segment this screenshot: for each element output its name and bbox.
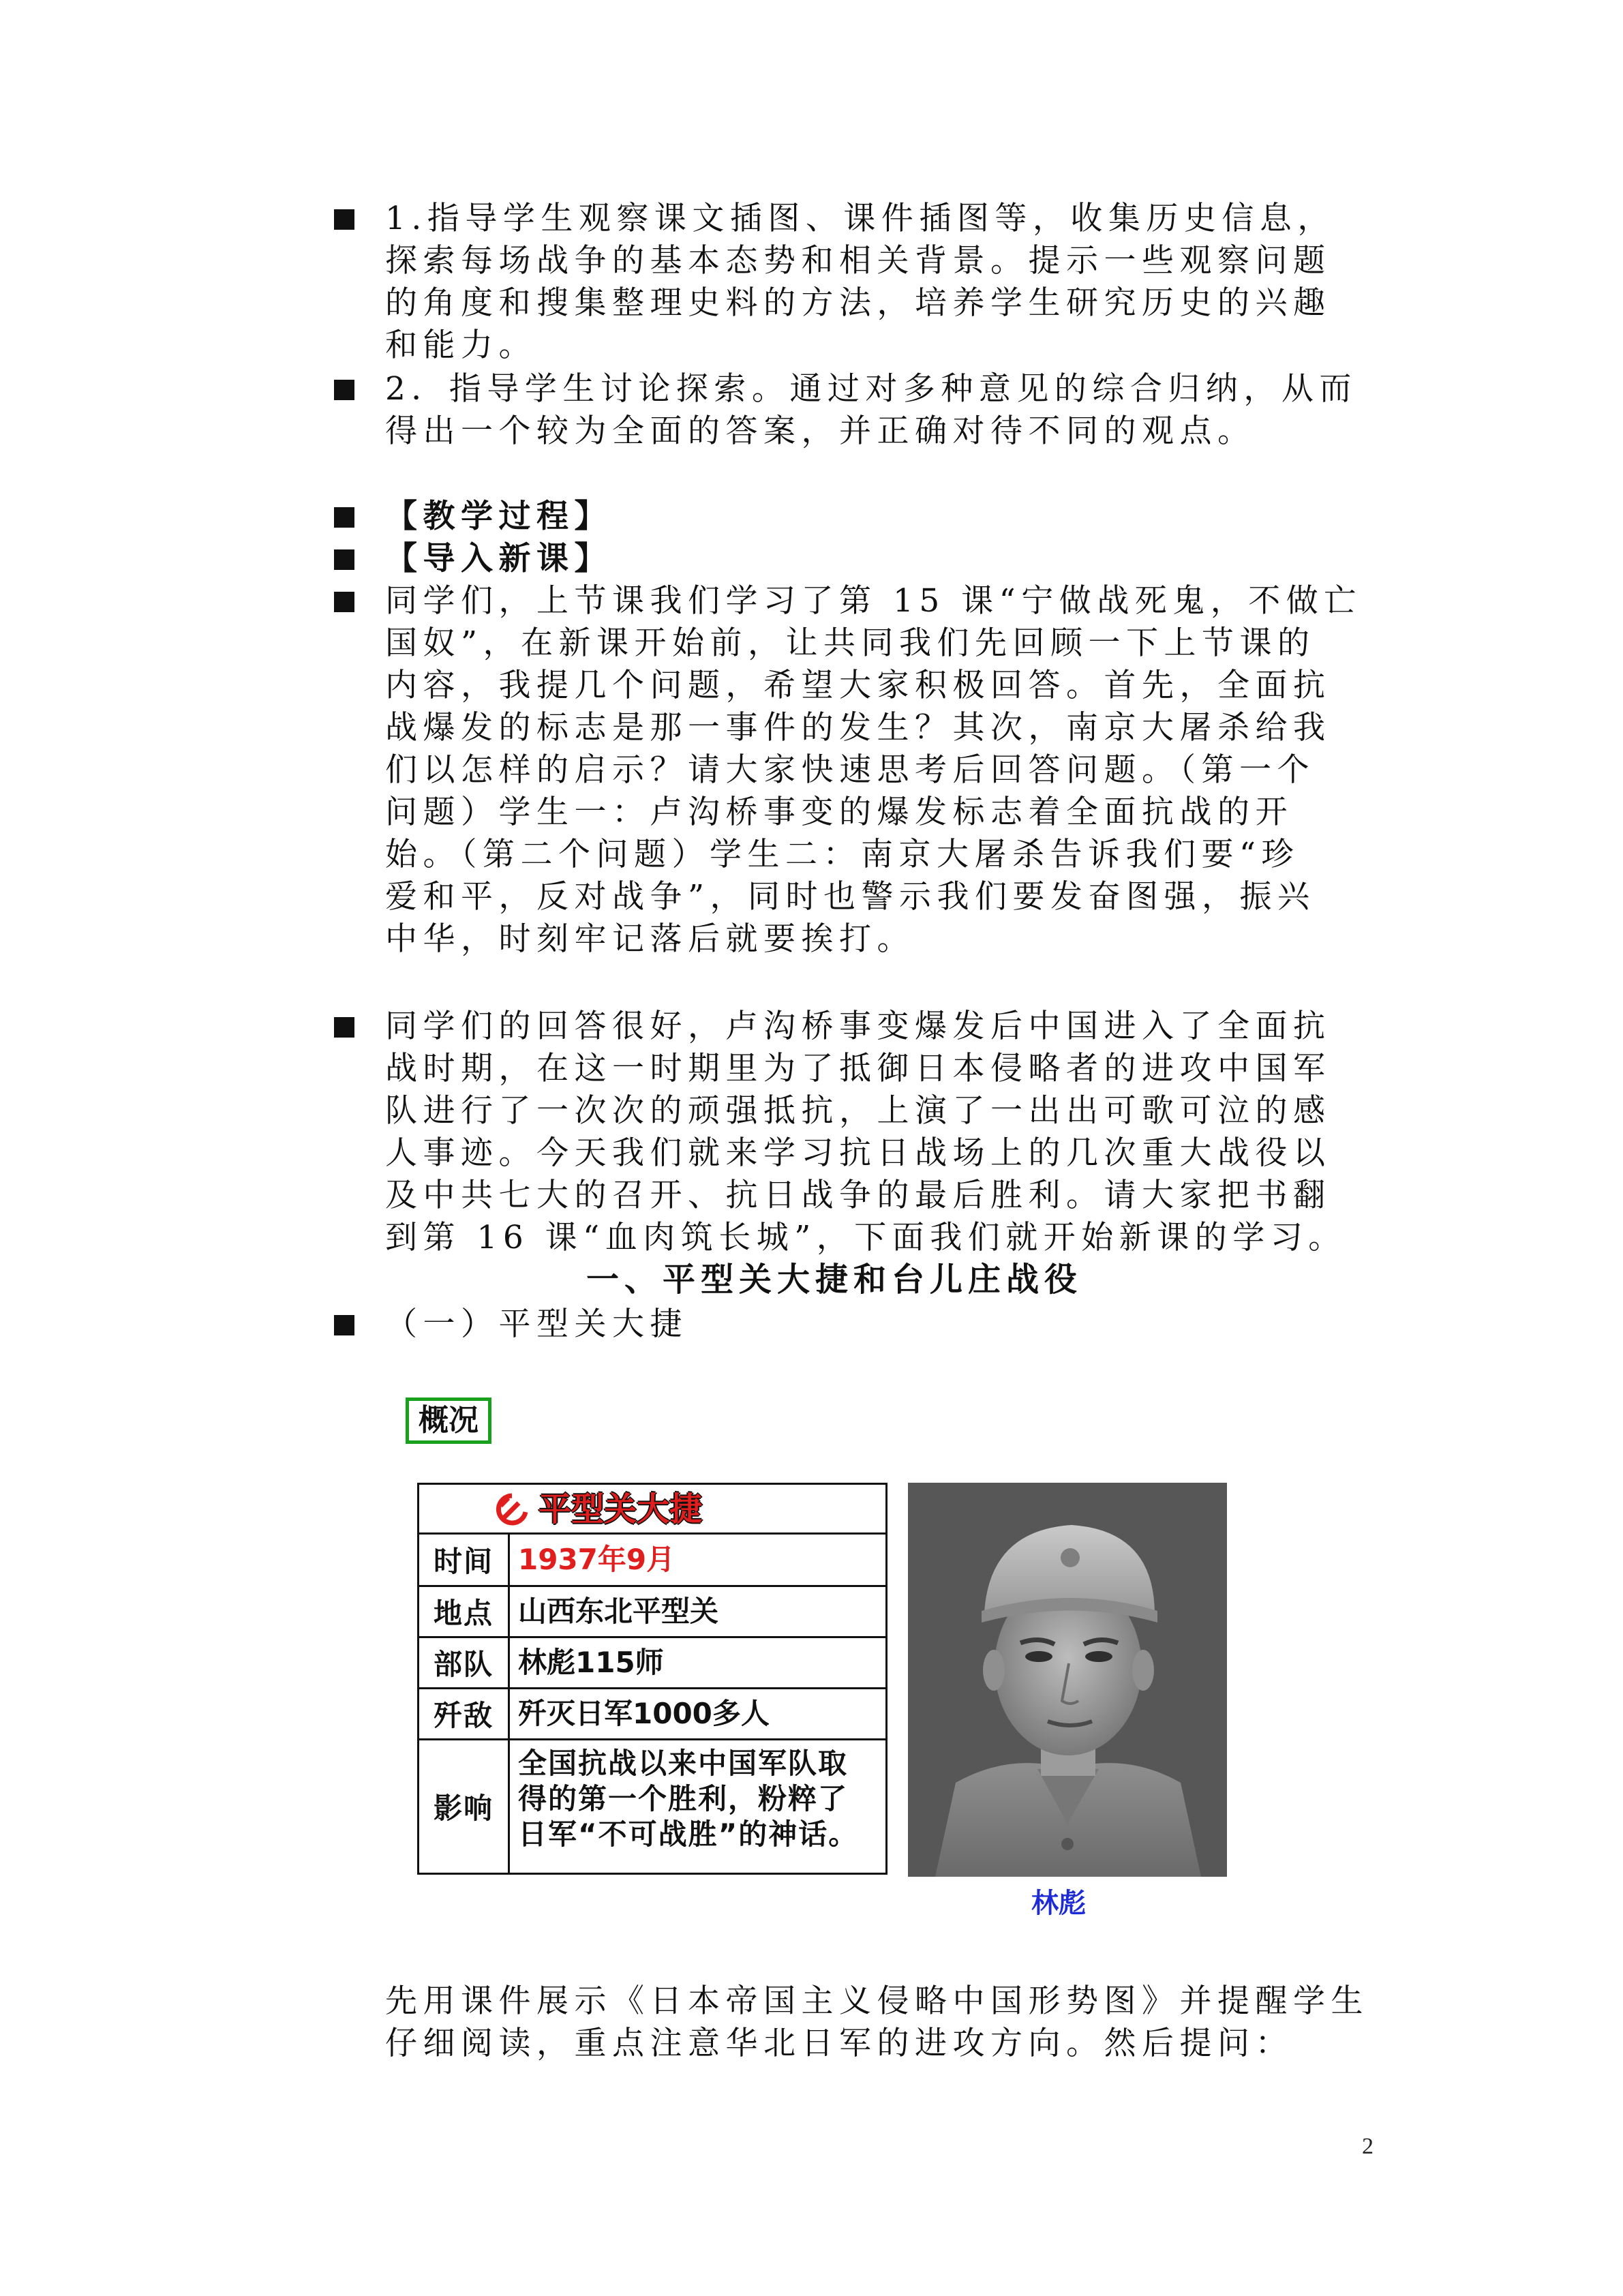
table-row	[419, 1587, 885, 1638]
battle-info-table	[417, 1483, 888, 1875]
table-row	[419, 1535, 885, 1587]
row-value: 歼灭日军1000多人	[518, 1697, 770, 1730]
heading-text: 【教学过程】	[385, 498, 612, 535]
bullet-marker	[334, 507, 354, 528]
table-title: 平型关大捷	[539, 1490, 703, 1528]
text-line: 们以怎样的启示？请大家快速思考后回答问题。（第一个	[385, 751, 1315, 789]
text-line: 同学们，上节课我们学习了第 15 课“宁做战死鬼，不做亡	[385, 582, 1362, 620]
text-line: 内容，我提几个问题，希望大家积极回答。首先，全面抗	[385, 667, 1331, 704]
table-title-row	[419, 1485, 885, 1535]
bullet-marker	[334, 549, 354, 570]
closing-text-line: 仔细阅读，重点注意华北日军的进攻方向。然后提问：	[385, 2025, 1293, 2062]
text-line: 的角度和搜集整理史料的方法，培养学生研究历史的兴趣	[385, 284, 1331, 322]
text-line: 国奴”，在新课开始前，让共同我们先回顾一下上节课的	[385, 624, 1316, 662]
text-line: 及中共七大的召开、抗日战争的最后胜利。请大家把书翻	[385, 1177, 1331, 1214]
overview-label: 概况	[406, 1398, 491, 1444]
portrait-photo	[908, 1483, 1227, 1877]
closing-text-line: 先用课件展示《日本帝国主义侵略中国形势图》并提醒学生	[385, 1982, 1369, 2020]
page-number: 2	[1362, 2134, 1374, 2159]
table-row	[419, 1740, 885, 1873]
bullet-marker	[334, 592, 354, 612]
text-line: 和能力。	[385, 327, 536, 364]
text-line: 战爆发的标志是那一事件的发生？其次，南京大屠杀给我	[385, 709, 1331, 746]
subsection-title: （一）平型关大捷	[385, 1305, 688, 1343]
table-row	[419, 1689, 885, 1740]
row-value: 山西东北平型关	[518, 1595, 719, 1628]
photo-caption: 林彪	[1031, 1888, 1086, 1919]
heading-text: 【导入新课】	[385, 540, 612, 577]
bullet-marker	[334, 209, 354, 230]
row-key: 时间	[419, 1535, 510, 1585]
table-row	[419, 1638, 885, 1689]
text-line: 到第 16 课“血肉筑长城”，下面我们就开始新课的学习。	[385, 1219, 1346, 1256]
text-line: 得出一个较为全面的答案，并正确对待不同的观点。	[385, 412, 1256, 450]
section-heading: 一、平型关大捷和台儿庄战役	[586, 1260, 1083, 1299]
text-line: 探索每场战争的基本态势和相关背景。提示一些观察问题	[385, 242, 1331, 280]
row-value	[518, 1740, 881, 1873]
text-line: 同学们的回答很好，卢沟桥事变爆发后中国进入了全面抗	[385, 1008, 1331, 1045]
row-value: 林彪115师	[518, 1646, 664, 1679]
text-line: 1.指导学生观察课文插图、课件插图等，收集历史信息，	[385, 200, 1335, 237]
bullet-marker	[334, 380, 354, 400]
row-key: 歼敌	[419, 1689, 510, 1738]
row-key: 影响	[419, 1740, 510, 1873]
text-line: 人事迹。今天我们就来学习抗日战场上的几次重大战役以	[385, 1134, 1331, 1172]
hammer-sickle-icon	[494, 1492, 530, 1527]
value-line: 全国抗战以来中国军队取	[518, 1747, 849, 1780]
value-line: 得的第一个胜利，粉粹了	[518, 1782, 849, 1815]
text-line: 问题）学生一：卢沟桥事变的爆发标志着全面抗战的开	[385, 794, 1293, 831]
row-value: 1937年9月	[518, 1543, 676, 1576]
row-key: 部队	[419, 1638, 510, 1687]
portrait-illustration	[908, 1483, 1227, 1877]
text-line: 2．指导学生讨论探索。通过对多种意见的综合归纳，从而	[385, 370, 1357, 408]
bullet-marker	[334, 1315, 354, 1335]
bullet-marker	[334, 1017, 354, 1038]
row-key: 地点	[419, 1587, 510, 1636]
text-line: 中华，时刻牢记落后就要挨打。	[385, 920, 915, 958]
text-line: 队进行了一次次的顽强抵抗，上演了一出出可歌可泣的感	[385, 1092, 1331, 1130]
text-line: 始。（第二个问题）学生二：南京大屠杀告诉我们要“珍	[385, 836, 1300, 873]
value-line: 日军“不可战胜”的神话。	[518, 1817, 859, 1851]
text-line: 爱和平，反对战争”，同时也警示我们要发奋图强，振兴	[385, 878, 1316, 916]
text-line: 战时期，在这一时期里为了抵御日本侵略者的进攻中国军	[385, 1050, 1331, 1087]
